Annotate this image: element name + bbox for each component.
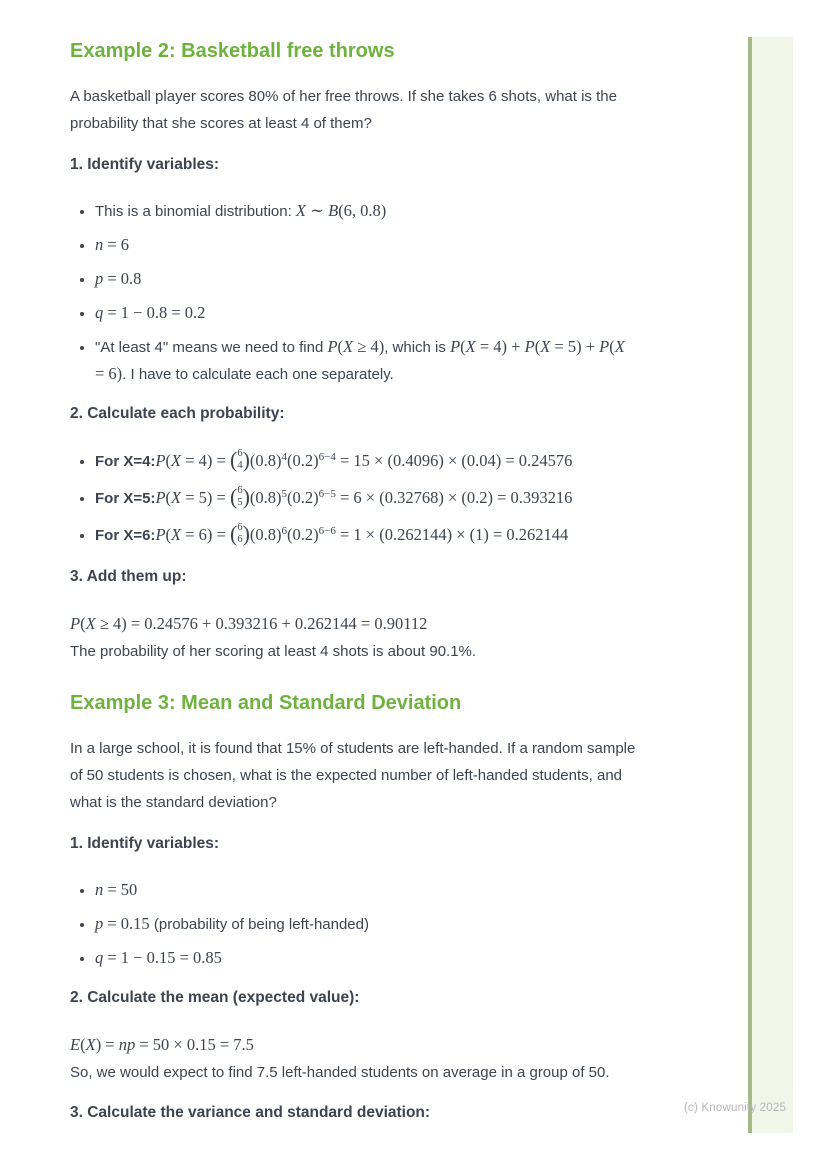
list-item xyxy=(95,877,637,904)
example2-probability-list xyxy=(70,447,637,551)
example2-heading: Example 2: Basketball free throws xyxy=(70,40,395,62)
example3-step1-title: 1. Identify variables: xyxy=(70,835,220,852)
example3-mean-text: So, we would expect to find 7.5 left-handed students on average in a group of 50. xyxy=(70,1064,610,1081)
example2-conclusion: The probability of her scoring at least 4 shots is about 90.1%. xyxy=(70,643,477,660)
list-item-text: n = 50 xyxy=(95,880,138,899)
list-item-text: For X=4:P(X = 4) = ( 6 4 ) $(0.8)^4(0.2)^{6-4} = 15 \times (0.4096) \times (0.04) = 0.24576$ xyxy=(95,447,573,472)
list-item-text: p = 0.8 xyxy=(95,269,142,288)
example2-variables-list xyxy=(70,198,637,388)
list-item xyxy=(95,521,637,551)
example3-intro: In a large school, it is found that 15% of students are left-handed. If a random sample of 50 students is chosen, what is the expected number of left-handed students, and what is the standard deviation? xyxy=(70,740,636,811)
list-item-text: q = 1 − 0.8 = 0.2 xyxy=(95,303,206,322)
example3-step2-title: 2. Calculate the mean (expected value): xyxy=(70,989,360,1006)
list-item-text: This is a binomial distribution: X ∼ B(6, 0.8) xyxy=(95,201,387,220)
list-item-text: q = 1 − 0.15 = 0.85 xyxy=(95,948,222,967)
mean-formula: E(X) = np = 50 × 0.15 = 7.5 xyxy=(70,1035,254,1054)
list-item-text: n = 6 xyxy=(95,235,130,254)
knowunity-watermark: (c) Knowunity 2025 xyxy=(684,1102,787,1114)
list-item-text: For X=6:P(X = 6) = ( 6 6 ) $(0.8)^6(0.2)^{6-6} = 1 \times (0.262144) \times (1) = 0.262144$ xyxy=(95,521,569,546)
example2-intro: A basketball player scores 80% of her free throws. If she takes 6 shots, what is the probability that she scores at least 4 of them? xyxy=(70,88,617,132)
example3-step3-title: 3. Calculate the variance and standard deviation: xyxy=(70,1104,431,1121)
list-item xyxy=(95,484,637,514)
list-item-text: "At least 4" means we need to find P(X ≥ 4), which is P(X = 4) + P(X = 5) + P(X = 6). I have to calculate each one separately. xyxy=(95,337,625,383)
list-item xyxy=(95,334,637,388)
list-item xyxy=(95,911,637,938)
list-item-text: For X=5:P(X = 5) = ( 6 5 ) $(0.8)^5(0.2)^{6-5} = 6 \times (0.32768) \times (0.2) = 0.393216$ xyxy=(95,484,573,509)
list-item-text: p = 0.15 (probability of being left-handed) xyxy=(95,914,369,933)
list-item xyxy=(95,300,637,327)
list-item xyxy=(95,198,637,225)
list-item xyxy=(95,447,637,477)
example2-step3-title: 3. Add them up: xyxy=(70,568,187,585)
example3-variables-list xyxy=(70,877,637,972)
sum-formula: P(X ≥ 4) = 0.24576 + 0.393216 + 0.262144 = 0.90112 xyxy=(70,614,428,633)
list-item xyxy=(95,232,637,259)
example3-heading: Example 3: Mean and Standard Deviation xyxy=(70,692,462,714)
example2-step2-title: 2. Calculate each probability: xyxy=(70,405,285,422)
list-item xyxy=(95,945,637,972)
example2-step1-title: 1. Identify variables: xyxy=(70,156,220,173)
page-edge-strip xyxy=(748,37,793,1133)
example2-result-block xyxy=(70,610,637,665)
list-item xyxy=(95,266,637,293)
example3-mean-block xyxy=(70,1031,637,1086)
